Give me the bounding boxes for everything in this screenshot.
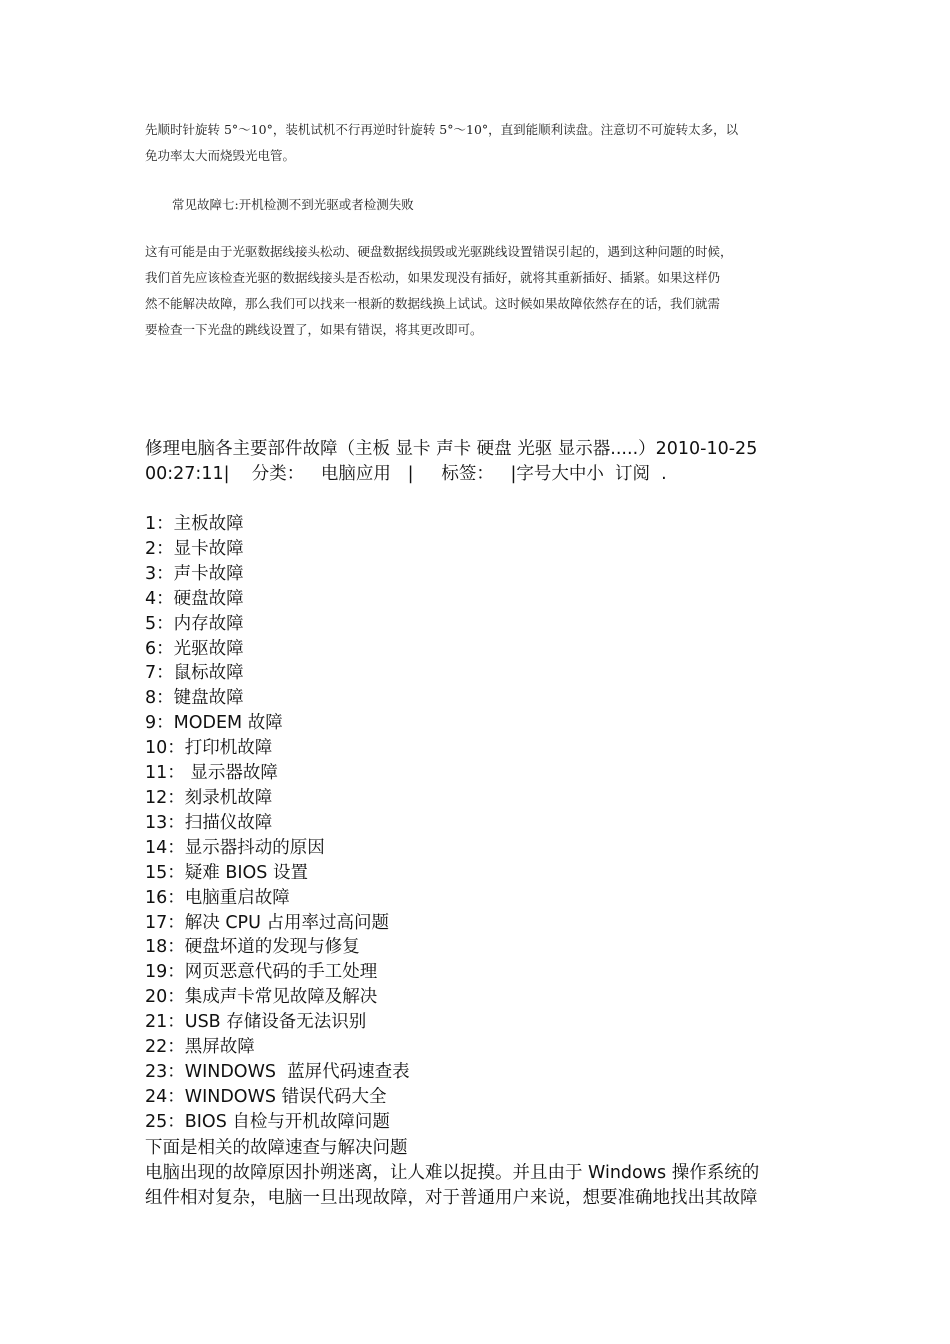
text-line: 先顺时针旋转 5°～10°，装机试机不行再逆时针旋转 5°～10°，直到能顺利读盘。注意切不可旋转太多，以 — [145, 122, 739, 137]
text-line: 这有可能是由于光驱数据线接头松动、硬盘数据线损毁或光驱跳线设置错误引起的，遇到这种问题的时候， — [145, 244, 733, 259]
list-item: 1：主板故障 — [145, 514, 244, 534]
fault-7-heading: 常见故障七:开机检测不到光驱或者检测失败 — [172, 197, 414, 212]
title-line: 修理电脑各主要部件故障（主板 显卡 声卡 硬盘 光驱 显示器.....）2010-10-25 — [145, 439, 758, 459]
paragraph-fault-7-solution — [145, 239, 811, 343]
list-item: 25：BIOS 自检与开机故障问题 — [145, 1111, 390, 1132]
list-item: 11： 显示器故障 — [145, 763, 278, 784]
list-item: 19：网页恶意代码的手工处理 — [145, 962, 378, 983]
text-line: 免功率太大而烧毁光电管。 — [145, 148, 296, 163]
list-item: 10：打印机故障 — [145, 738, 273, 759]
list-item: 24：WINDOWS 错误代码大全 — [145, 1086, 387, 1107]
list-item: 6：光驱故障 — [145, 638, 244, 659]
list-item: 13：扫描仪故障 — [145, 812, 273, 833]
paragraph-rotation-tip — [145, 117, 811, 169]
list-item: 12：刻录机故障 — [145, 787, 273, 808]
list-item: 2：显卡故障 — [145, 538, 244, 559]
list-item: 18：硬盘坏道的发现与修复 — [145, 937, 360, 958]
list-item: 15：疑难 BIOS 设置 — [145, 862, 308, 883]
text-line: 组件相对复杂，电脑一旦出现故障，对于普通用户来说，想要准确地找出其故障 — [145, 1187, 758, 1208]
text-line: 然不能解决故障，那么我们可以找来一根新的数据线换上试试。这时候如果故障依然存在的话，我们就需 — [145, 296, 721, 311]
title-meta-line: 00:27:11| 分类： 电脑应用 | 标签： |字号大中小 订阅 . — [145, 463, 667, 484]
text-line: 要检查一下光盘的跳线设置了，如果有错误，将其更改即可。 — [145, 322, 483, 337]
list-item: 20：集成声卡常见故障及解决 — [145, 987, 378, 1008]
list-item: 8：键盘故障 — [145, 688, 244, 709]
list-item: 3：声卡故障 — [145, 563, 244, 584]
closing-paragraph — [145, 1136, 815, 1211]
list-item: 22：黑屏故障 — [145, 1037, 255, 1058]
list-item: 9：MODEM 故障 — [145, 713, 283, 734]
list-item: 16：电脑重启故障 — [145, 887, 290, 908]
article-title — [145, 437, 815, 487]
list-item: 4：硬盘故障 — [145, 588, 244, 609]
fault-list — [145, 512, 815, 1135]
list-item: 5：内存故障 — [145, 613, 244, 634]
text-line: 我们首先应该检查光驱的数据线接头是否松动，如果发现没有插好，就将其重新插好、插紧。如果这样仍 — [145, 270, 721, 285]
list-item: 7：鼠标故障 — [145, 663, 244, 684]
list-item: 14：显示器抖动的原因 — [145, 837, 325, 858]
text-line: 下面是相关的故障速查与解决问题 — [145, 1138, 408, 1158]
list-item: 17：解决 CPU 占用率过高问题 — [145, 912, 389, 933]
text-line: 电脑出现的故障原因扑朔迷离，让人难以捉摸。并且由于 Windows 操作系统的 — [145, 1162, 760, 1183]
list-item: 23：WINDOWS 蓝屏代码速查表 — [145, 1061, 410, 1082]
list-item: 21：USB 存储设备无法识别 — [145, 1012, 367, 1033]
